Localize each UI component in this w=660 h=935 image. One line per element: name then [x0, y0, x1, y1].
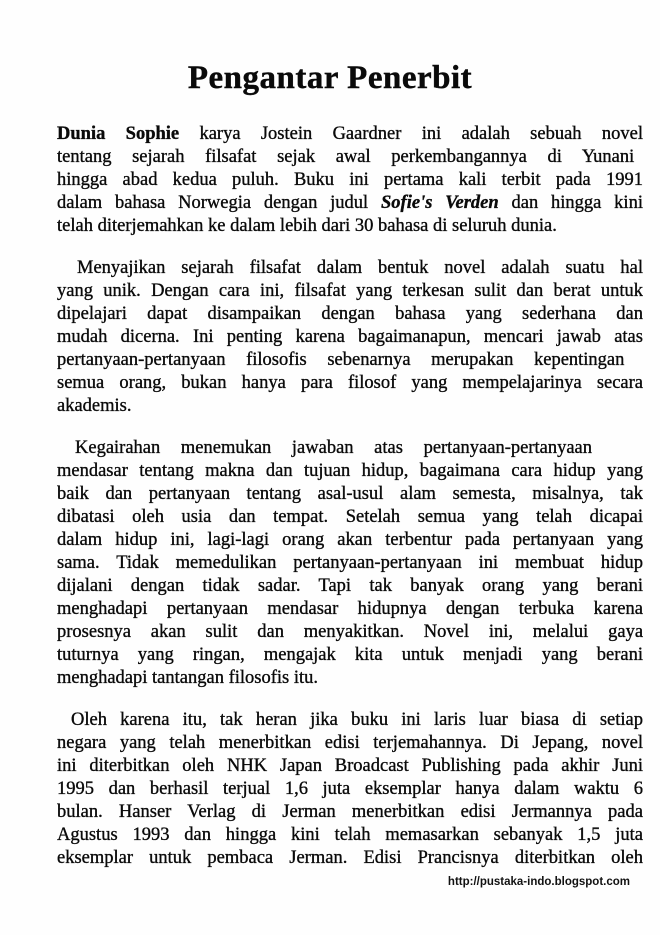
text-line: Kegairahan menemukan jawaban atas pertanyaan-pertanyaan — [75, 438, 593, 458]
text-line: akademis. — [57, 396, 132, 416]
paragraph — [57, 437, 643, 690]
text-line: pertanyaan-pertanyaan filosofis sebenarnya merupakan kepentingan — [57, 350, 625, 370]
text-line: dijalani dengan tidak sadar. Tapi tak banyak orang yang berani — [57, 576, 643, 596]
text-line: dalam hidup ini, lagi-lagi orang akan terbentur pada pertanyaan yang — [57, 530, 643, 550]
text-line: yang unik. Dengan cara ini, filsafat yang terkesan sulit dan berat untuk — [57, 281, 643, 301]
text-line: menghadapi pertanyaan mendasar hidupnya dengan terbuka karena — [57, 599, 643, 619]
text-line: dalam bahasa Norwegia dengan judul Sofie's Verden dan hingga kini — [57, 193, 643, 213]
text-line: Menyajikan sejarah filsafat dalam bentuk novel adalah suatu hal — [77, 258, 643, 278]
text-line: eksemplar untuk pembaca Jerman. Edisi Prancisnya diterbitkan oleh — [57, 848, 643, 868]
text-line: Dunia Sophie karya Jostein Gaardner ini adalah sebuah novel — [57, 124, 643, 144]
paragraph — [57, 709, 643, 870]
text-line: bulan. Hanser Verlag di Jerman menerbitkan edisi Jermannya pada — [57, 802, 643, 822]
text-line: semua orang, bukan hanya para filosof yang mempelajarinya secara — [57, 373, 643, 393]
footer-url: http://pustaka-indo.blogspot.com — [447, 876, 630, 888]
text-line: ini diterbitkan oleh NHK Japan Broadcast Publishing pada akhir Juni — [57, 756, 643, 776]
text-line: 1995 dan berhasil terjual 1,6 juta eksemplar hanya dalam waktu 6 — [57, 779, 643, 799]
text-line: dipelajari dapat disampaikan dengan bahasa yang sederhana dan — [57, 304, 643, 324]
text-line: Agustus 1993 dan hingga kini telah memasarkan sebanyak 1,5 juta — [57, 825, 643, 845]
text-line: prosesnya akan sulit dan menyakitkan. Novel ini, melalui gaya — [57, 622, 643, 642]
text-line: telah diterjemahkan ke dalam lebih dari 30 bahasa di seluruh dunia. — [57, 216, 557, 236]
text-line: sama. Tidak memedulikan pertanyaan-pertanyaan ini membuat hidup — [57, 553, 643, 573]
text-line: mendasar tentang makna dan tujuan hidup, bagaimana cara hidup yang — [57, 461, 643, 481]
paragraph — [57, 123, 643, 238]
page-title: Pengantar Penerbit — [187, 60, 473, 96]
text-line: dibatasi oleh usia dan tempat. Setelah semua yang telah dicapai — [57, 507, 643, 527]
text-line: tuturnya yang ringan, mengajak kita untuk menjadi yang berani — [57, 645, 643, 665]
text-line: Oleh karena itu, tak heran jika buku ini laris luar biasa di setiap — [71, 710, 643, 730]
text-line: negara yang telah menerbitkan edisi terjemahannya. Di Jepang, novel — [57, 733, 643, 753]
text-line: baik dan pertanyaan tentang asal-usul alam semesta, misalnya, tak — [57, 484, 643, 504]
text-line: hingga abad kedua puluh. Buku ini pertama kali terbit pada 1991 — [57, 170, 643, 190]
text-line: menghadapi tantangan filosofis itu. — [57, 668, 318, 688]
paragraph — [57, 257, 643, 418]
text-line: tentang sejarah filsafat sejak awal perkembangannya di Yunani — [57, 147, 635, 167]
body-text — [57, 123, 643, 889]
text-line: mudah dicerna. Ini penting karena bagaimanapun, mencari jawab atas — [57, 327, 643, 347]
